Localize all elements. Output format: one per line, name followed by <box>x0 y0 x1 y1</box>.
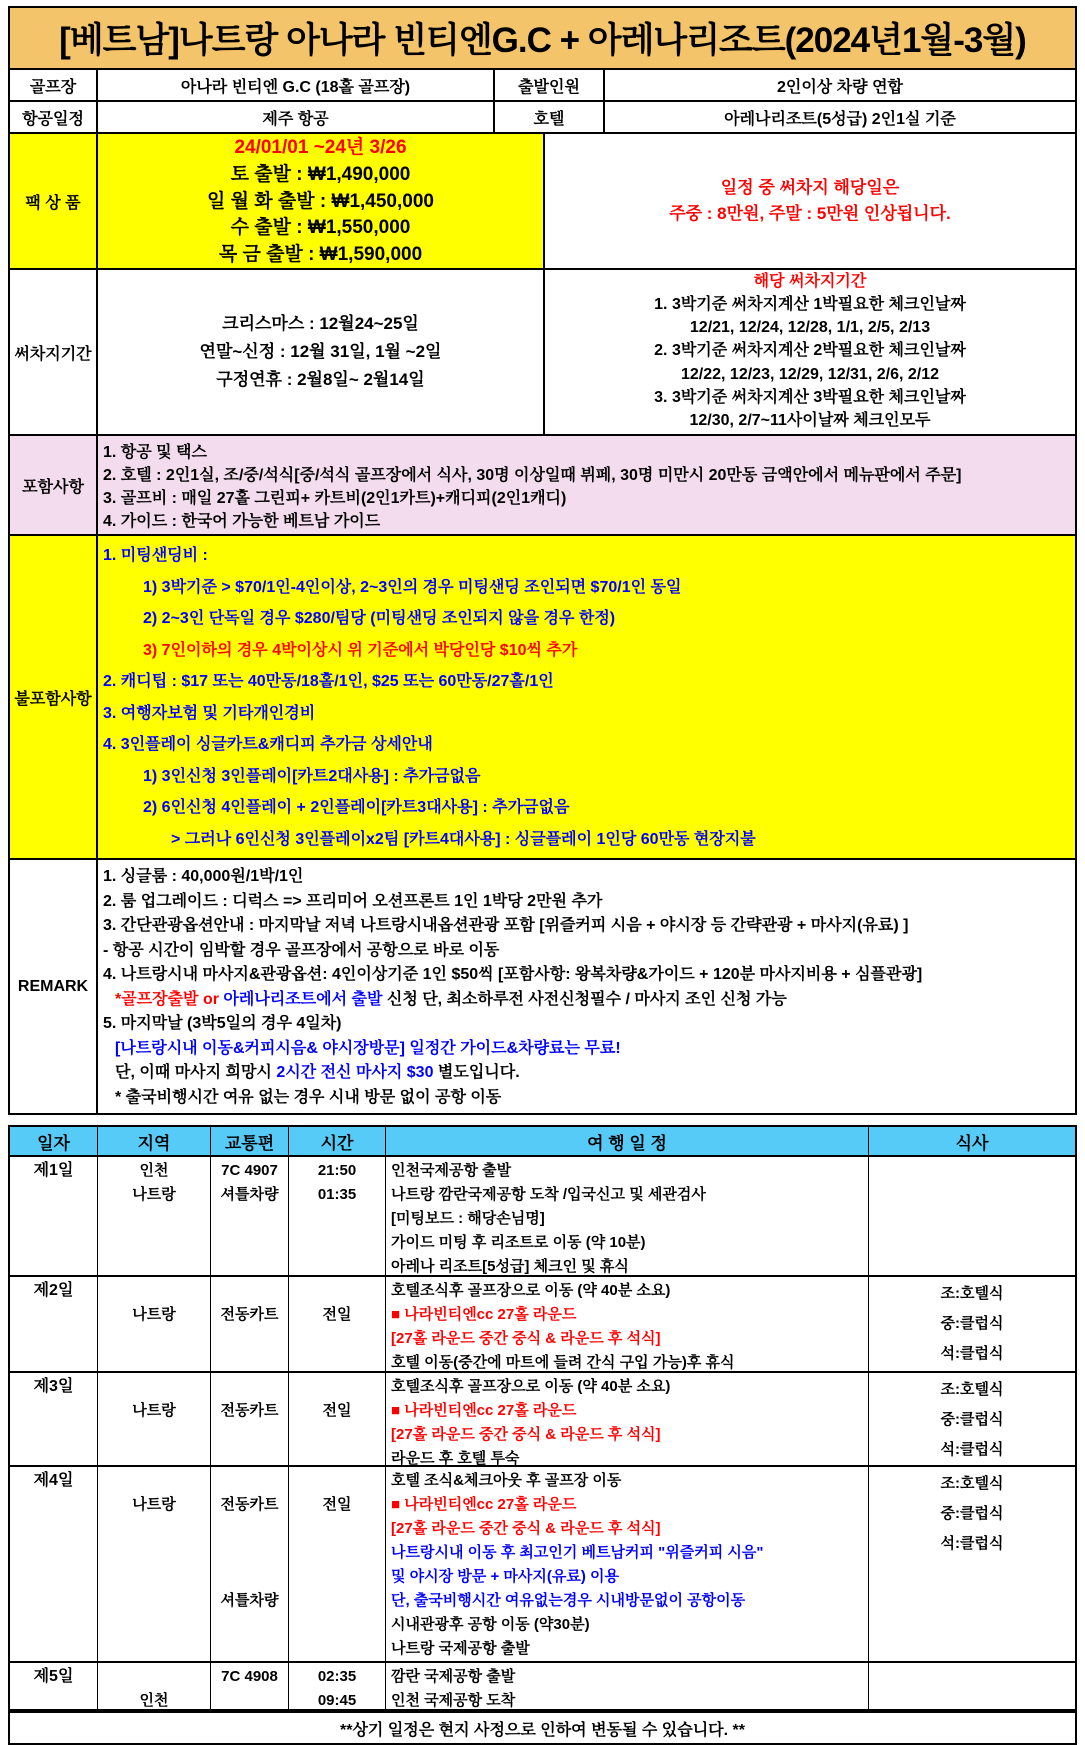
package-label: 팩 상 품 <box>10 134 98 268</box>
region-line <box>98 1279 210 1303</box>
region-line <box>98 1375 210 1399</box>
itinerary-line: 아레나 리조트[5성급] 체크인 및 휴식 <box>391 1258 629 1275</box>
remark-item: 1. 싱글룸 : 40,000원/1박/1인 <box>103 868 304 885</box>
itinerary-line: [27홀 라운드 중간 중식 & 라운드 후 석식] <box>391 1426 661 1443</box>
transport-line: 7C 4908 <box>221 1668 278 1685</box>
surcharge-detail-line: 2. 3박기준 써차지계산 2박필요한 체크인날짜 <box>654 342 966 360</box>
remark-item: [나트랑시내 이동&커피시음& 야시장방문] 일정간 가이드&차량료는 무료! <box>115 1039 621 1057</box>
remark-item-segment: *골프장출발 or <box>115 990 224 1008</box>
package-prices <box>98 134 545 268</box>
schedule-header-row <box>10 1127 1075 1157</box>
excluded-section <box>10 536 1075 860</box>
time-line <box>289 1279 385 1303</box>
surcharge-detail-line: 12/30, 2/7~11사이날짜 체크인모두 <box>689 411 931 429</box>
included-section <box>10 436 1075 536</box>
itinerary-cell <box>386 1277 869 1371</box>
region-cell <box>98 1663 211 1709</box>
region-line <box>98 1469 210 1493</box>
remark-item: 2. 룸 업그레이드 : 디럭스 => 프리미어 오션프론트 1인 1박당 2만원 추가 <box>103 892 603 910</box>
info-row-2 <box>10 102 1075 134</box>
time-line <box>289 1375 385 1399</box>
itinerary-line: 호텔조식후 골프장으로 이동 (약 40분 소요) <box>391 1378 671 1395</box>
itinerary-line: 라운드 후 호텔 투숙 <box>391 1450 520 1465</box>
package-price-section <box>10 134 1075 270</box>
excluded-items <box>98 536 1075 858</box>
meal-line: 조:호텔식 <box>940 1381 1004 1398</box>
transport-cell <box>211 1373 289 1465</box>
region-cell <box>98 1373 211 1465</box>
excluded-item: > 그러나 6인신청 3인플레이x2팀 [카트4대사용] : 싱글플레이 1인당 60만동 현장지불 <box>171 830 756 848</box>
package-price-line: 수 출발 : ₩1,550,000 <box>230 217 411 239</box>
remark-item <box>103 988 1071 1013</box>
itinerary-cell <box>386 1663 869 1709</box>
transport-cell <box>211 1663 289 1709</box>
day-label: 제4일 <box>33 1472 74 1489</box>
header-region: 지역 <box>98 1127 211 1155</box>
schedule-row-day4 <box>10 1467 1075 1663</box>
departure-count-value: 2인이상 차량 연합 <box>777 78 903 96</box>
excluded-item: 1) 3인신청 3인플레이[카트2대사용] : 추가금없음 <box>143 767 481 785</box>
day-label: 제5일 <box>33 1668 74 1685</box>
surcharge-period-line: 연말~신정 : 12월 31일, 1월 ~2일 <box>199 342 442 361</box>
transport-line <box>211 1541 288 1565</box>
excluded-item: 1) 3박기준 > $70/1인-4인이상, 2~3인의 경우 미팅샌딩 조인되면 $70/1인 동일 <box>143 578 682 596</box>
region-line <box>98 1665 210 1689</box>
itinerary-line: 가이드 미팅 후 리조트로 이동 (약 10분) <box>391 1234 646 1251</box>
meal-line: 조:호텔식 <box>940 1285 1004 1302</box>
meals-cell <box>869 1467 1075 1661</box>
region-line: 인천 <box>139 1162 169 1179</box>
itinerary-line: ■ 나라빈티엔cc 27홀 라운드 <box>391 1402 577 1419</box>
meal-line: 조:호텔식 <box>940 1475 1004 1492</box>
departure-count-label: 출발인원 <box>495 70 605 100</box>
transport-cell <box>211 1467 289 1661</box>
surcharge-detail-line: 12/21, 12/24, 12/28, 1/1, 2/5, 2/13 <box>689 319 931 337</box>
itinerary-line: 시내관광후 공항 이동 (약30분) <box>391 1616 590 1633</box>
excluded-item: 2. 캐디팁 : $17 또는 40만동/18홀/1인, $25 또는 60만동/27홀/1인 <box>103 673 554 690</box>
surcharge-label: 써차지기간 <box>10 270 98 434</box>
schedule-table <box>8 1125 1077 1745</box>
remark-label: REMARK <box>10 860 98 1113</box>
transport-line: 7C 4907 <box>221 1162 278 1179</box>
time-line: 01:35 <box>317 1186 357 1203</box>
itinerary-line: ■ 나라빈티엔cc 27홀 라운드 <box>391 1306 577 1323</box>
schedule-row-day5 <box>10 1663 1075 1711</box>
included-label: 포함사항 <box>10 436 98 534</box>
day-cell <box>10 1663 98 1709</box>
hotel-label: 호텔 <box>495 102 605 132</box>
included-items <box>98 436 1075 534</box>
itinerary-line: 나트랑 국제공항 출발 <box>391 1640 530 1657</box>
excluded-item: 2) 6인신청 4인플레이 + 2인플레이[카트3대사용] : 추가금없음 <box>143 799 570 816</box>
transport-line: 셔틀차량 <box>220 1592 279 1609</box>
time-cell <box>289 1373 386 1465</box>
time-cell <box>289 1157 386 1275</box>
region-line: 나트랑 <box>132 1186 176 1203</box>
meals-cell <box>869 1373 1075 1465</box>
itinerary-line: ■ 나라빈티엔cc 27홀 라운드 <box>391 1496 577 1513</box>
surcharge-period-line: 구정연휴 : 2월8일~ 2월14일 <box>216 370 425 389</box>
remark-item: * 출국비행시간 여유 없는 경우 시내 방문 없이 공항 이동 <box>115 1088 502 1106</box>
day-label: 제3일 <box>33 1378 74 1395</box>
surcharge-detail-line: 3. 3박기준 써차지계산 3박필요한 체크인날짜 <box>654 388 966 406</box>
region-cell <box>98 1277 211 1371</box>
meals-cell <box>869 1157 1075 1275</box>
day-cell <box>10 1157 98 1275</box>
surcharge-period-line: 크리스마스 : 12월24~25일 <box>222 314 419 333</box>
remark-item: 3. 간단관광옵션안내 : 마지막날 저녁 나트랑시내옵션관광 포함 [위즐커피 시음 + 야시장 등 간략관광 + 마사지(유료) ] <box>103 917 909 934</box>
remark-item-segment: 단, 이때 마사지 희망시 <box>115 1064 277 1081</box>
header-day: 일자 <box>10 1127 98 1155</box>
itinerary-line: 인천국제공항 출발 <box>391 1162 512 1179</box>
surcharge-detail-line: 해당 써차지기간 <box>753 273 867 290</box>
meal-line: 석:클럽식 <box>940 1345 1004 1362</box>
itinerary-line: 호텔 조식&체크아웃 후 골프장 이동 <box>391 1472 622 1489</box>
excluded-item: 1. 미팅샌딩비 : <box>103 547 208 564</box>
schedule-row-day3 <box>10 1373 1075 1467</box>
schedule-footer-note: **상기 일정은 현지 사정으로 인하여 변동될 수 있습니다. ** <box>10 1711 1075 1743</box>
included-item: 3. 골프비 : 매일 27홀 그린피+ 카트비(2인1카트)+캐디피(2인1캐디) <box>103 490 567 507</box>
transport-line: 셔틀차량 <box>220 1186 279 1203</box>
day-label: 제1일 <box>33 1162 74 1179</box>
remark-item: 4. 나트랑시내 마사지&관광옵션: 4인이상기준 1인 $50씩 [포함사항: 왕복차량&가이드 + 120분 마사지비용 + 심플관광] <box>103 966 923 983</box>
itinerary-cell <box>386 1467 869 1661</box>
surcharge-period-section <box>10 270 1075 436</box>
excluded-item: 4. 3인플레이 싱글카트&캐디피 추가금 상세안내 <box>103 736 433 753</box>
itinerary-line: 호텔 이동(중간에 마트에 들려 간식 구입 가능)후 휴식 <box>391 1354 735 1371</box>
region-line: 나트랑 <box>132 1402 176 1419</box>
meals-cell <box>869 1277 1075 1371</box>
itinerary-line: 호텔조식후 골프장으로 이동 (약 40분 소요) <box>391 1282 671 1299</box>
header-itinerary: 여 행 일 정 <box>386 1127 869 1155</box>
transport-line <box>211 1279 288 1303</box>
region-line: 나트랑 <box>132 1496 176 1513</box>
included-item: 2. 호텔 : 2인1실, 조/중/석식[중/석식 골프장에서 식사, 30명 이상일때 뷔페, 30명 미만시 20만동 금액안에서 메뉴판에서 주문] <box>103 467 962 484</box>
surcharge-detail-line: 1. 3박기준 써차지계산 1박필요한 체크인날짜 <box>654 296 966 314</box>
region-cell <box>98 1157 211 1275</box>
excluded-item: 2) 2~3인 단독일 경우 $280/팀당 (미팅샌딩 조인되지 않을 경우 한정) <box>143 610 616 627</box>
transport-cell <box>211 1277 289 1371</box>
time-cell <box>289 1663 386 1709</box>
itinerary-cell <box>386 1157 869 1275</box>
time-cell <box>289 1467 386 1661</box>
golf-course-label: 골프장 <box>10 70 98 100</box>
page-title: [베트남]나트랑 아나라 빈티엔G.C + 아레나리조트(2024년1월-3월) <box>10 8 1075 70</box>
header-transport: 교통편 <box>211 1127 289 1155</box>
surcharge-periods <box>98 270 545 434</box>
time-line: 09:45 <box>317 1692 357 1709</box>
day-label: 제2일 <box>33 1282 74 1299</box>
surcharge-detail-line: 12/22, 12/23, 12/29, 12/31, 2/6, 2/12 <box>681 365 939 383</box>
remark-item: 5. 마지막날 (3박5일의 경우 4일차) <box>103 1015 342 1032</box>
remark-item-segment: 아레나리조트에서 출발 <box>223 990 383 1008</box>
transport-line <box>211 1375 288 1399</box>
time-line <box>289 1469 385 1493</box>
itinerary-cell <box>386 1373 869 1465</box>
included-item: 4. 가이드 : 한국어 가능한 베트남 가이드 <box>103 513 381 530</box>
itinerary-line: 깜란 국제공항 출발 <box>391 1668 516 1685</box>
remark-item-segment: 별도입니다. <box>433 1064 520 1081</box>
meals-cell <box>869 1663 1075 1709</box>
transport-line <box>211 1517 288 1541</box>
flight-value: 제주 항공 <box>98 102 495 132</box>
transport-line: 전동카트 <box>220 1402 279 1419</box>
transport-line: 전동카트 <box>220 1306 279 1323</box>
schedule-row-day2 <box>10 1277 1075 1373</box>
itinerary-line: 인천 국제공항 도착 <box>391 1692 516 1709</box>
remark-item <box>103 1061 1071 1086</box>
surcharge-details <box>545 270 1075 434</box>
flight-label: 항공일정 <box>10 102 98 132</box>
region-line: 인천 <box>139 1692 169 1709</box>
transport-line: 전동카트 <box>220 1496 279 1513</box>
surcharge-notice-line: 주중 : 8만원, 주말 : 5만원 인상됩니다. <box>669 204 951 223</box>
remark-item: - 항공 시간이 임박할 경우 골프장에서 공항으로 바로 이동 <box>103 941 500 959</box>
package-price-line: 24/01/01 ~24년 3/26 <box>234 137 407 158</box>
day-cell <box>10 1467 98 1661</box>
meal-line: 중:클럽식 <box>940 1315 1004 1332</box>
itinerary-line: 및 야시장 방문 + 마사지(유료) 이용 <box>391 1568 619 1585</box>
transport-line <box>211 1469 288 1493</box>
excluded-item: 3) 7인이하의 경우 4박이상시 위 기준에서 박당인당 $10씩 추가 <box>143 641 578 659</box>
itinerary-line: 나트랑시내 이동 후 최고인기 베트남커피 "위즐커피 시음" <box>391 1544 764 1561</box>
top-section <box>8 6 1077 1115</box>
meal-line: 중:클럽식 <box>940 1505 1004 1522</box>
package-price-line: 목 금 출발 : ₩1,590,000 <box>218 244 423 266</box>
excluded-label: 불포함사항 <box>10 536 98 858</box>
transport-line <box>211 1565 288 1589</box>
itinerary-line: [미팅보드 : 해당손님명] <box>391 1210 545 1227</box>
meal-line: 석:클럽식 <box>940 1535 1004 1552</box>
surcharge-notice-line: 일정 중 써차지 해당일은 <box>720 178 900 197</box>
time-cell <box>289 1277 386 1371</box>
remark-items <box>98 860 1075 1113</box>
excluded-item: 3. 여행자보험 및 기타개인경비 <box>103 704 316 722</box>
itinerary-line: [27홀 라운드 중간 중식 & 라운드 후 석식] <box>391 1520 661 1537</box>
meal-line: 중:클럽식 <box>940 1411 1004 1428</box>
remark-item-segment: 신청 단, 최소하루전 사전신청필수 / 마사지 조인 신청 가능 <box>382 990 787 1008</box>
package-surcharge-notice <box>545 134 1075 268</box>
transport-cell <box>211 1157 289 1275</box>
remark-section <box>10 860 1075 1113</box>
itinerary-line: 나트랑 깜란국제공항 도착 /입국신고 및 세관검사 <box>391 1186 706 1203</box>
day-cell <box>10 1373 98 1465</box>
day-cell <box>10 1277 98 1371</box>
package-price-line: 일 월 화 출발 : ₩1,450,000 <box>207 190 434 212</box>
hotel-value: 아레나리조트(5성급) 2인1실 기준 <box>724 110 956 128</box>
package-price-line: 토 출발 : ₩1,490,000 <box>230 163 411 185</box>
region-line: 나트랑 <box>132 1306 176 1323</box>
time-line: 전일 <box>322 1306 352 1323</box>
time-line: 21:50 <box>317 1162 357 1179</box>
itinerary-line: 단, 출국비행시간 여유없는경우 시내방문없이 공항이동 <box>391 1592 746 1609</box>
info-row-1 <box>10 70 1075 102</box>
meal-line: 석:클럽식 <box>940 1441 1004 1458</box>
time-line: 전일 <box>322 1402 352 1419</box>
included-item: 1. 항공 및 택스 <box>103 444 207 461</box>
itinerary-line: [27홀 라운드 중간 중식 & 라운드 후 석식] <box>391 1330 661 1347</box>
schedule-row-day1 <box>10 1157 1075 1277</box>
golf-course-value: 아나라 빈티엔 G.C (18홀 골프장) <box>98 70 495 100</box>
header-meals: 식사 <box>955 1133 989 1153</box>
remark-item-segment: 2시간 전신 마사지 $30 <box>276 1064 434 1081</box>
header-time: 시간 <box>289 1127 386 1155</box>
time-line: 02:35 <box>317 1668 357 1685</box>
region-cell <box>98 1467 211 1661</box>
time-line: 전일 <box>322 1496 352 1513</box>
